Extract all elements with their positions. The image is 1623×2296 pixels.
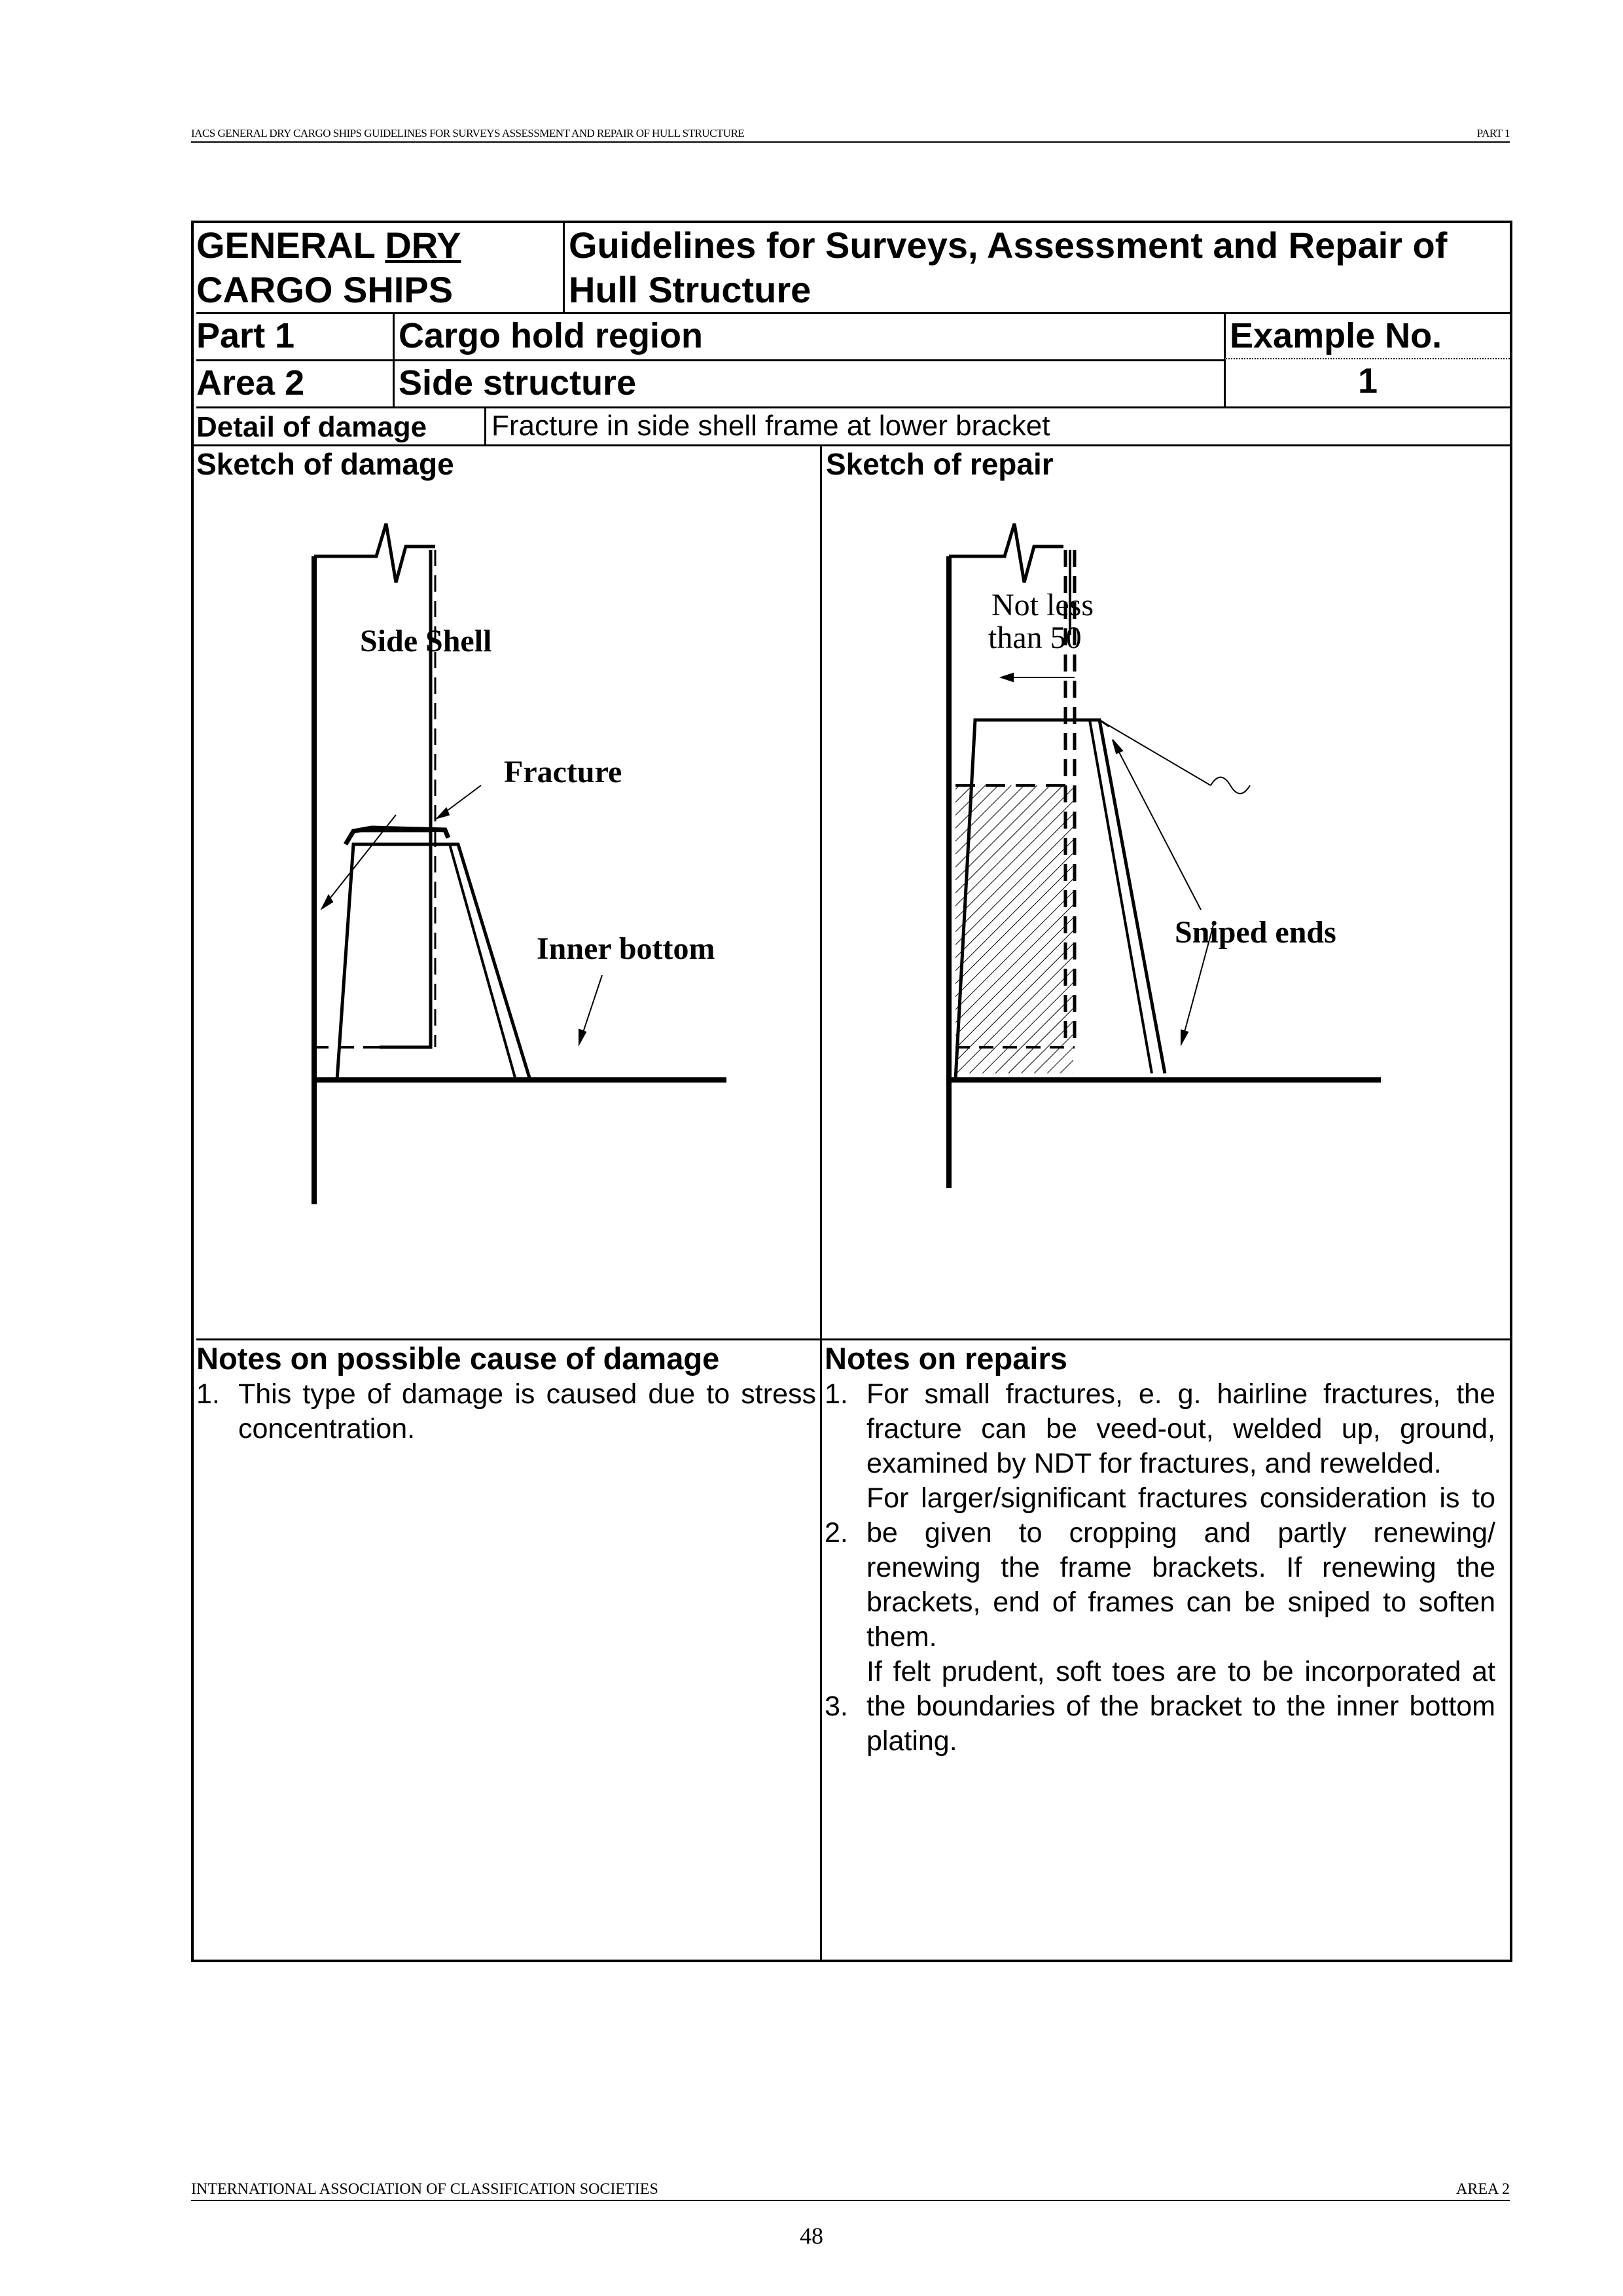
- header-part: PART 1: [1476, 127, 1510, 139]
- page-number: 48: [800, 2223, 823, 2249]
- notes-cause-title: Notes on possible cause of damage: [196, 1341, 720, 1376]
- detail-value: Fracture in side shell frame at lower bracket: [484, 406, 1510, 444]
- notes-cause-cell: [196, 1338, 820, 1960]
- detail-label: Detail of damage: [196, 406, 484, 444]
- sniped-ends-label: Sniped ends: [1175, 915, 1336, 950]
- header-title: IACS GENERAL DRY CARGO SHIPS GUIDELINES FOR SURVEYS ASSESSMENT AND REPAIR OF HULL STRUCTURE: [191, 127, 745, 139]
- sketch-repair-label: Sketch of repair: [826, 447, 1054, 481]
- fracture-label: Fracture: [504, 755, 622, 789]
- renewed-bracket-area: [955, 785, 1073, 1073]
- guideline-title-cell: Guidelines for Surveys, Assessment and Repair of Hull Structure: [563, 223, 1510, 312]
- part-value: Cargo hold region: [393, 312, 1420, 359]
- notes-repair-cell: [820, 1338, 1510, 1960]
- part-label: Part 1: [196, 312, 393, 359]
- list-item: 1. This type of damage is caused due to stress concentration.: [196, 1378, 816, 1444]
- notes-repair-title: Notes on repairs: [825, 1341, 1067, 1376]
- damage-sketch: [288, 511, 759, 1230]
- area-label: Area 2: [196, 359, 393, 406]
- list-item: 2. For larger/significant fractures consideration is to be given to cropping and partly renewing/ renewing the frame brackets. If renewing the brackets, end of frames can be sniped to soften them.: [825, 1482, 1495, 1653]
- ship-type-cell: GENERAL DRY CARGO SHIPS: [196, 224, 461, 310]
- dry-word: DRY: [385, 224, 461, 266]
- running-header: [191, 124, 1510, 143]
- inner-bottom-label: Inner bottom: [537, 931, 715, 966]
- area-value: Side structure: [393, 359, 1224, 406]
- repair-sketch: [923, 511, 1427, 1230]
- side-shell-label: Side Shell: [360, 624, 492, 658]
- footer-organisation: INTERNATIONAL ASSOCIATION OF CLASSIFICATION SOCIETIES: [191, 2181, 658, 2198]
- example-label: Example No.: [1224, 312, 1510, 359]
- sketch-damage-label: Sketch of damage: [196, 447, 454, 481]
- example-number: 1: [1224, 359, 1510, 406]
- running-footer: [191, 2183, 1510, 2201]
- list-item: 3. If felt prudent, soft toes are to be incorporated at the boundaries of the bracket to the inner bottom plating.: [825, 1656, 1495, 1757]
- footer-area: AREA 2: [1455, 2181, 1510, 2198]
- list-item: 1. For small fractures, e. g. hairline fractures, the fracture can be veed-out, welded up, ground, examined by NDT for fractures, and rewelded.: [825, 1378, 1495, 1479]
- not-less-label-line2: than 50: [988, 620, 1082, 655]
- not-less-label-line1: Not less: [991, 588, 1094, 622]
